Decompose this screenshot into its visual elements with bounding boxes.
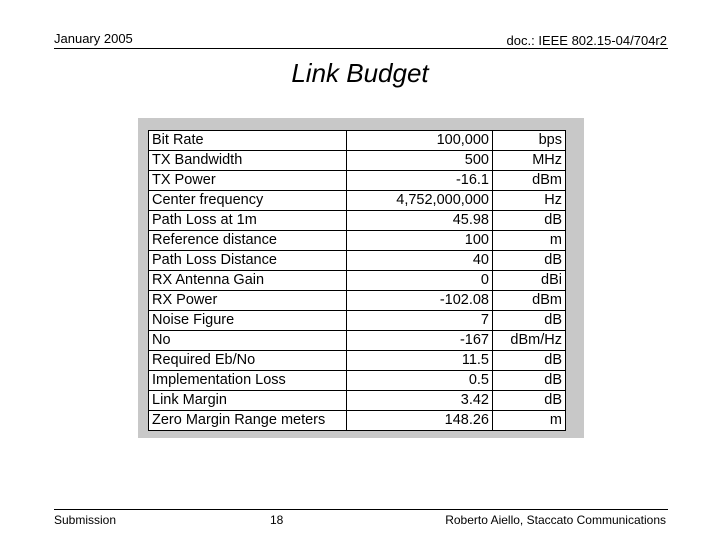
table-row xyxy=(149,331,566,351)
value-cell: -102.08 xyxy=(347,291,493,311)
unit-cell: m xyxy=(493,231,566,251)
value-cell: 100,000 xyxy=(347,131,493,151)
unit-cell: m xyxy=(493,411,566,431)
parameter-cell: Path Loss at 1m xyxy=(149,211,347,231)
footer-submission: Submission xyxy=(54,513,117,527)
parameter-cell: Required Eb/No xyxy=(149,351,347,371)
table-row xyxy=(149,191,566,211)
value-cell: 4,752,000,000 xyxy=(347,191,493,211)
parameter-cell: Implementation Loss xyxy=(149,371,347,391)
table-row xyxy=(149,371,566,391)
unit-cell: dB xyxy=(493,391,566,411)
parameter-cell: Reference distance xyxy=(149,231,347,251)
unit-cell: bps xyxy=(493,131,566,151)
table-row xyxy=(149,131,566,151)
value-cell: 100 xyxy=(347,231,493,251)
value-cell: 45.98 xyxy=(347,211,493,231)
value-cell: 0.5 xyxy=(347,371,493,391)
value-cell: 7 xyxy=(347,311,493,331)
unit-cell: dBm/Hz xyxy=(493,331,566,351)
parameter-cell: Bit Rate xyxy=(149,131,347,151)
value-cell: 11.5 xyxy=(347,351,493,371)
header-doc-id: doc.: IEEE 802.15-04/704r2 xyxy=(506,33,667,48)
table-row xyxy=(149,271,566,291)
footer-page-number: 18 xyxy=(270,513,284,527)
unit-cell: dB xyxy=(493,311,566,331)
parameter-cell: Link Margin xyxy=(149,391,347,411)
footer-author: Roberto Aiello, Staccato Communications xyxy=(445,513,666,527)
table-row xyxy=(149,411,566,431)
table-row xyxy=(149,171,566,191)
value-cell: -16.1 xyxy=(347,171,493,191)
link-budget-table-panel xyxy=(138,118,584,438)
value-cell: 0 xyxy=(347,271,493,291)
parameter-cell: TX Power xyxy=(149,171,347,191)
table-row xyxy=(149,251,566,271)
table-row xyxy=(149,291,566,311)
unit-cell: Hz xyxy=(493,191,566,211)
unit-cell: dB xyxy=(493,351,566,371)
table-row xyxy=(149,391,566,411)
header-date: January 2005 xyxy=(54,31,133,46)
unit-cell: dB xyxy=(493,371,566,391)
value-cell: -167 xyxy=(347,331,493,351)
table-row xyxy=(149,151,566,171)
parameter-cell: Center frequency xyxy=(149,191,347,211)
footer-rule xyxy=(54,509,668,510)
parameter-cell: TX Bandwidth xyxy=(149,151,347,171)
value-cell: 148.26 xyxy=(347,411,493,431)
unit-cell: dB xyxy=(493,211,566,231)
parameter-cell: Noise Figure xyxy=(149,311,347,331)
value-cell: 500 xyxy=(347,151,493,171)
value-cell: 3.42 xyxy=(347,391,493,411)
link-budget-table xyxy=(148,130,566,431)
unit-cell: dBi xyxy=(493,271,566,291)
parameter-cell: Path Loss Distance xyxy=(149,251,347,271)
unit-cell: dBm xyxy=(493,171,566,191)
table-row xyxy=(149,311,566,331)
slide-title: Link Budget xyxy=(291,58,429,88)
parameter-cell: No xyxy=(149,331,347,351)
value-cell: 40 xyxy=(347,251,493,271)
unit-cell: dB xyxy=(493,251,566,271)
parameter-cell: RX Antenna Gain xyxy=(149,271,347,291)
unit-cell: MHz xyxy=(493,151,566,171)
table-row xyxy=(149,211,566,231)
table-row xyxy=(149,231,566,251)
header-rule xyxy=(54,48,668,49)
parameter-cell: Zero Margin Range meters xyxy=(149,411,347,431)
unit-cell: dBm xyxy=(493,291,566,311)
parameter-cell: RX Power xyxy=(149,291,347,311)
table-row xyxy=(149,351,566,371)
